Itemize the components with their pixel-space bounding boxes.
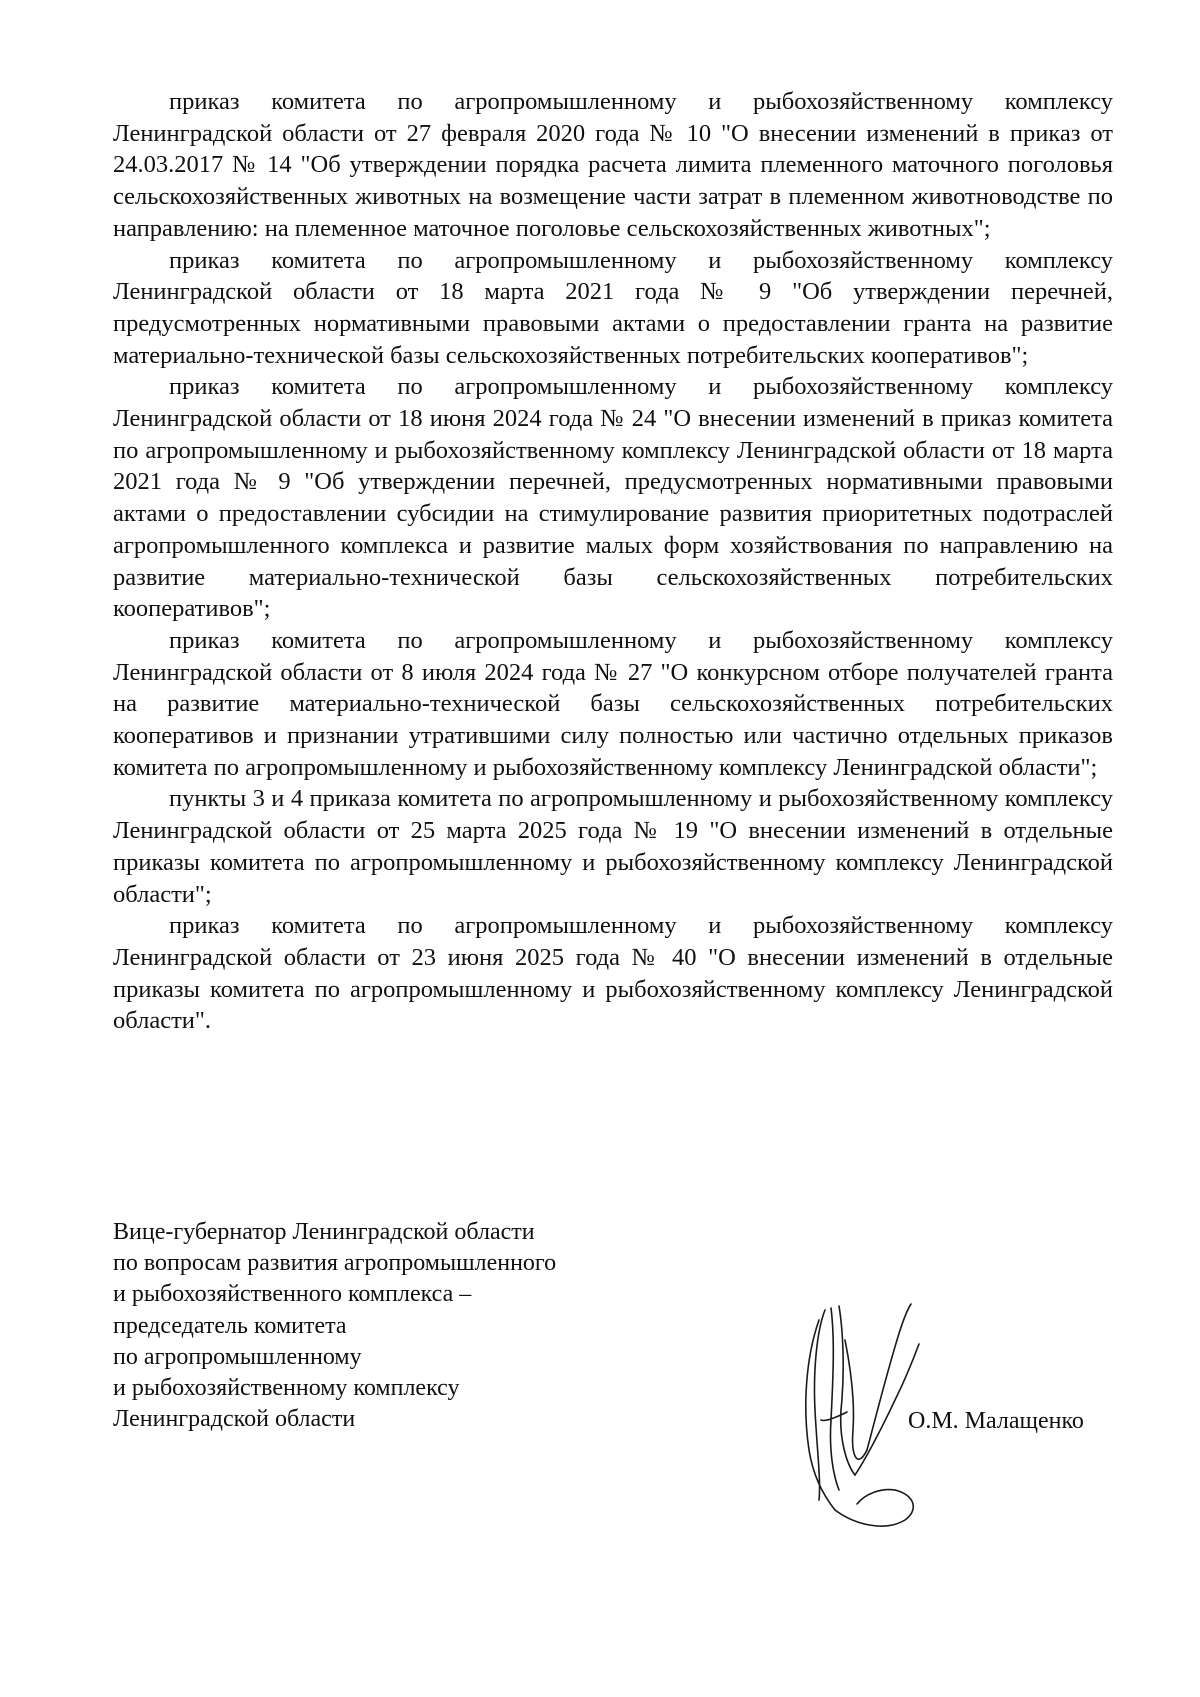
signatory-position: [113, 1217, 673, 1435]
repealed-order-item: пункты 3 и 4 приказа комитета по агропромышленному и рыбохозяйственному комплексу Ленинградской области от 25 марта 2025 года № 19 "О внесении изменений в отдельные приказы комитета по агропромышленному и рыбохозяйственному комплексу Ленинградской области";: [113, 785, 1113, 908]
repealed-order-item: приказ комитета по агропромышленному и рыбохозяйственному комплексу Ленинградской области от 18 марта 2021 года № 9 "Об утверждении перечней, предусмотренных нормативными правовыми актами о предоставлении гранта на развитие материально-технической базы сельскохозяйственных потребительских кооперативов";: [113, 246, 1113, 369]
document-body: [113, 86, 1113, 1037]
repealed-order-item: приказ комитета по агропромышленному и рыбохозяйственному комплексу Ленинградской области от 27 февраля 2020 года № 10 "О внесении изменений в приказ от 24.03.2017 № 14 "Об утверждении порядка расчета лимита племенного маточного поголовья сельскохозяйственных животных на возмещение части затрат в племенном животноводстве по направлению: на племенное маточное поголовье сельскохозяйственных животных";: [113, 88, 1113, 242]
signatory-position-line: Ленинградской области: [113, 1406, 356, 1433]
signatory-position-line: Вице-губернатор Ленинградской области: [113, 1219, 535, 1245]
repealed-order-item: приказ комитета по агропромышленному и рыбохозяйственному комплексу Ленинградской области от 23 июня 2025 года № 40 "О внесении изменений в отдельные приказы комитета по агропромышленному и рыбохозяйственному комплексу Ленинградской области".: [113, 912, 1113, 1035]
signatory-position-line: и рыбохозяйственного комплекса –: [113, 1281, 472, 1308]
signatory-position-line: по вопросам развития агропромышленного: [113, 1250, 557, 1277]
repealed-order-item: приказ комитета по агропромышленному и рыбохозяйственному комплексу Ленинградской области от 18 июня 2024 года № 24 "О внесении изменений в приказ комитета по агропромышленному и рыбохозяйственному комплексу Ленинградской области от 18 марта 2021 года № 9 "Об утверждении перечней, предусмотренных нормативными правовыми актами о предоставлении субсидии на стимулирование развития приоритетных подотраслей агропромышленного комплекса и развитие малых форм хозяйствования по направлению на развитие материально-технической базы сельскохозяйственных потребительских кооперативов";: [113, 373, 1113, 623]
signatory-position-line: и рыбохозяйственному комплексу: [113, 1375, 460, 1402]
signatory-name: О.М. Малащенко: [908, 1408, 1084, 1434]
signatory-position-line: по агропромышленному: [113, 1343, 362, 1370]
repealed-order-item: приказ комитета по агропромышленному и рыбохозяйственному комплексу Ленинградской области от 8 июля 2024 года № 27 "О конкурсном отборе получателей гранта на развитие материально-технической базы сельскохозяйственных потребительских кооперативов и признании утратившими силу полностью или частично отдельных приказов комитета по агропромышленному и рыбохозяйственному комплексу Ленинградской области";: [113, 626, 1113, 781]
signatory-position-line: председатель комитета: [113, 1312, 347, 1339]
